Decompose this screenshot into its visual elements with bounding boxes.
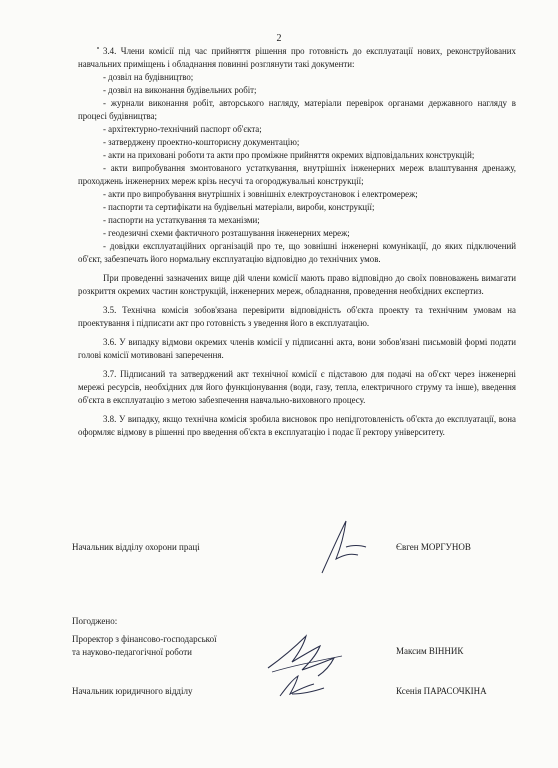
head-title: Начальник відділу охорони праці: [72, 542, 200, 552]
list-item: - затверджену проектно-кошторисну документацію;: [103, 137, 300, 147]
paragraph-3-6: 3.6. У випадку відмови окремих членів комісії у підписанні акта, вони зобов'язані письмовій формі подати голові комісії мотивовані заперечення.: [78, 337, 516, 360]
head-name: Євген МОРГУНОВ: [396, 542, 471, 552]
paragraph-3-5: 3.5. Технічна комісія зобов'язана перевірити відповідність об'єкта проекту та технічним умовам на проектування і підписати акт про готовність з уведення його в експлуатацію.: [78, 305, 516, 328]
list-item: - журнали виконання робіт, авторського нагляду, матеріали перевірок органами державного нагляду в процесі будівництва;: [78, 98, 516, 121]
list-item: - паспорти на устаткування та механізми;: [103, 215, 260, 225]
list-item: - довідки експлуатаційних організацій про те, що зовнішні інженерні комунікації, до яких підключений об'єкт, забезпечать його нормальну експлуатацію відповідно до технічних умов.: [78, 241, 516, 264]
agreed-label: Погоджено:: [72, 616, 118, 626]
list-item: - акти про випробування внутрішніх і зовнішніх електроустановок і електромереж;: [103, 189, 418, 199]
paragraph-3-7: 3.7. Підписаний та затверджений акт технічної комісії є підставою для подачі на об'єкт через інженерні мережі ресурсів, необхідних для його функціонування (води, газу, тепла, електричного струму та інше), введення об'єкта в експлуатацію з метою забезпечення навчально-виховного процесу.: [78, 369, 516, 405]
list-item: - геодезичні схеми фактичного розташування інженерних мереж;: [103, 228, 350, 238]
paragraph-3-4-outro: При проведенні зазначених вище дій члени комісії мають право відповідно до своїх повноважень вимагати розкриття окремих частин конструкцій, інженерних мереж, обладнання, проведення необхідних експертиз.: [78, 273, 516, 296]
paragraph-3-4-intro: 3.4. Члени комісії під час прийняття рішення про готовність до експлуатації нових, реконструйованих навчальних приміщень і обладнання повинні розглянути такі документи:: [78, 46, 516, 69]
prorector-name: Максим ВІННИК: [396, 646, 464, 656]
paragraph-3-8: 3.8. У випадку, якщо технічна комісія зробила висновок про непідготовленість об'єкта до експлуатації, вона оформляє відмову в рішенні про введення об'єкта в експлуатацію і подає її ректору університету.: [78, 414, 516, 437]
list-item: - дозвіл на виконання будівельних робіт;: [103, 85, 257, 95]
legal-name: Ксенія ПАРАСОЧКІНА: [396, 686, 487, 696]
page-number: 2: [276, 33, 282, 44]
head-signature: [300, 515, 380, 575]
list-item: - дозвіл на будівництво;: [103, 72, 194, 82]
legal-signature: [276, 672, 336, 702]
document-body: [78, 45, 516, 439]
list-item: - архітектурно-технічний паспорт об'єкта;: [103, 124, 262, 134]
legal-title: Начальник юридичного відділу: [72, 686, 193, 696]
list-item: - акти випробування змонтованого устаткування, внутрішніх інженерних мереж влаштування дренажу, проходжень інженерних мереж крізь несучі та огороджувальні конструкції;: [78, 163, 516, 186]
list-item: - акти на приховані роботи та акти про проміжне прийняття окремих відповідальних конструкцій;: [103, 150, 475, 160]
prorector-title-line-2: та науково-педагогічної роботи: [72, 647, 192, 657]
prorector-title: [72, 633, 217, 659]
prorector-title-line-1: Проректор з фінансово-господарської: [72, 634, 217, 644]
list-item: - паспорти та сертифікати на будівельні матеріали, вироби, конструкції;: [103, 202, 375, 212]
